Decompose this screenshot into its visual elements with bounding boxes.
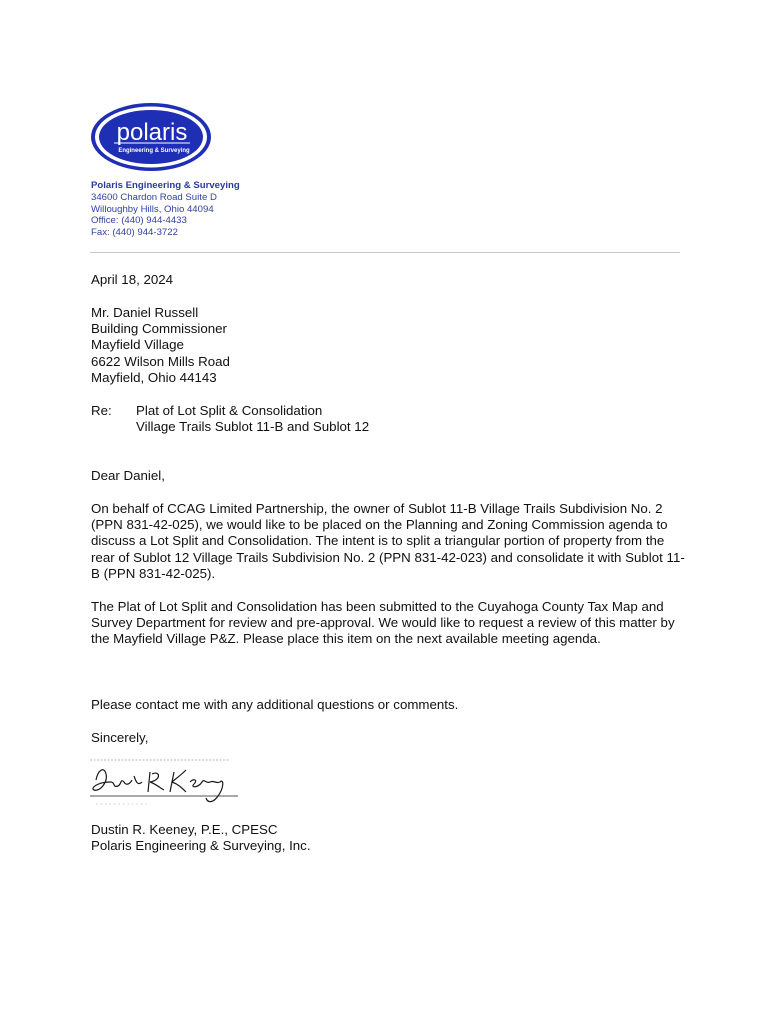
recipient-organization: Mayfield Village <box>91 337 184 353</box>
svg-text:Engineering & Surveying: Engineering & Surveying <box>118 148 190 154</box>
closing: Sincerely, <box>91 730 149 745</box>
subject-line-1: Plat of Lot Split & Consolidation <box>136 403 323 418</box>
recipient-street: 6622 Wilson Mills Road <box>91 353 230 369</box>
letterhead-divider <box>90 252 680 253</box>
contact-paragraph: Please contact me with any additional questions or comments. <box>91 697 459 712</box>
body-paragraph-2: The Plat of Lot Split and Consolidation has been submitted to the Cuyahoga County Tax Map and Survey Department for review and pre-approval. We would like to request a review of this matter by the Mayfield Village P&Z. Please place this item on the next available meeting agenda. <box>91 599 675 647</box>
letterhead <box>91 180 240 239</box>
letterhead-company: Polaris Engineering & Surveying <box>91 180 240 191</box>
letterhead-office-phone: Office: (440) 944-4433 <box>91 215 187 227</box>
body-paragraph-1: On behalf of CCAG Limited Partnership, the owner of Sublot 11-B Village Trails Subdivision No. 2 (PPN 831-42-025), we would like to be placed on the Planning and Zoning Commission agenda to discuss a Lot Split and Consolidation. The intent is to split a triangular portion of property from the rear of Sublot 12 Village Trails Subdivision No. 2 (PPN 831-42-023) and consolidate it with Sublot 11-B (PPN 831-42-025). <box>91 501 685 581</box>
recipient-city: Mayfield, Ohio 44143 <box>91 369 217 385</box>
signer-block <box>91 822 311 854</box>
recipient-block <box>91 305 230 386</box>
recipient-title: Building Commissioner <box>91 321 227 337</box>
letterhead-address-line-1: 34600 Chardon Road Suite D <box>91 191 217 203</box>
subject-label: Re: <box>91 403 112 418</box>
recipient-name: Mr. Daniel Russell <box>91 305 199 320</box>
svg-text:polaris: polaris <box>116 119 188 146</box>
salutation: Dear Daniel, <box>91 468 165 483</box>
polaris-logo <box>90 102 212 172</box>
letter-date: April 18, 2024 <box>91 272 174 287</box>
letterhead-fax: Fax: (440) 944-3722 <box>91 227 178 239</box>
subject-line-2: Village Trails Sublot 11-B and Sublot 12 <box>136 419 370 435</box>
subject-lines <box>136 403 369 435</box>
letterhead-address-line-2: Willoughby Hills, Ohio 44094 <box>91 203 214 215</box>
signer-company: Polaris Engineering & Surveying, Inc. <box>91 838 311 854</box>
handwritten-signature <box>90 752 240 808</box>
signer-name: Dustin R. Keeney, P.E., CPESC <box>91 822 278 837</box>
